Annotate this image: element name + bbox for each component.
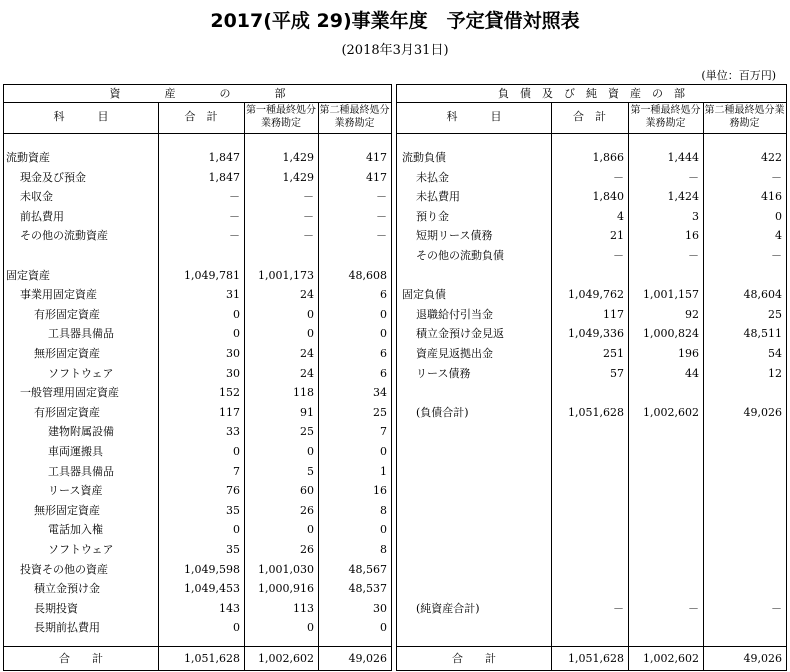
left-row-first: 0 xyxy=(307,445,314,458)
left-row-second: 0 xyxy=(380,445,387,458)
left-row-second: － xyxy=(376,209,387,223)
right-row-first: 1,000,824 xyxy=(643,327,699,341)
left-row-total: 1,847 xyxy=(208,151,240,164)
right-footer-first: 1,002,602 xyxy=(643,652,699,665)
right-column-divider xyxy=(703,102,704,670)
right-row-total: 251 xyxy=(603,347,624,360)
right-row-total: 4 xyxy=(617,209,624,223)
left-row-label: 建物附属設備 xyxy=(48,425,114,439)
left-row-total: － xyxy=(229,209,240,223)
left-row-total: 33 xyxy=(226,425,240,439)
left-row-total: 1,049,781 xyxy=(184,268,240,282)
right-row-first: － xyxy=(688,170,699,184)
left-row-label: 無形固定資産 xyxy=(34,503,100,517)
left-row-total: 30 xyxy=(226,366,240,380)
left-header-second-account: 第二種最終処分業務勘定 xyxy=(319,105,390,129)
left-row-total: 7 xyxy=(233,464,240,478)
left-row-second: 0 xyxy=(380,307,387,321)
left-row-second: 8 xyxy=(380,543,387,556)
left-row-second: 1 xyxy=(380,464,387,478)
left-row-second: 48,608 xyxy=(348,268,387,282)
left-footer-total: 1,051,628 xyxy=(184,652,240,665)
right-row-total: 1,866 xyxy=(592,151,624,164)
left-row-first: 0 xyxy=(307,327,314,341)
left-section-title: 資 産 の 部 xyxy=(109,87,286,100)
left-row-total: 35 xyxy=(226,543,240,556)
left-row-total: 143 xyxy=(219,601,240,615)
left-row-second: － xyxy=(376,190,387,204)
liabilities-net-assets-section xyxy=(396,84,787,671)
left-row-first: 24 xyxy=(300,347,314,360)
right-footer-total: 1,051,628 xyxy=(568,652,624,665)
left-row-total: 0 xyxy=(233,523,240,537)
right-row-first: 1,424 xyxy=(667,190,699,204)
left-row-first: 25 xyxy=(300,425,314,439)
right-row-total: － xyxy=(613,601,624,615)
right-row-second: － xyxy=(771,601,782,615)
left-footer-label: 合 計 xyxy=(59,652,103,665)
left-row-second: 25 xyxy=(373,405,387,419)
left-row-label: 一般管理用固定資産 xyxy=(20,386,119,400)
left-row-second: 48,567 xyxy=(348,562,387,576)
right-header-total: 合 計 xyxy=(573,110,606,123)
left-row-label: 長期前払費用 xyxy=(34,621,100,635)
left-row-label: 現金及び預金 xyxy=(20,170,86,184)
right-row-first: 196 xyxy=(678,347,699,360)
right-footer-divider xyxy=(397,646,786,647)
right-row-second: 49,026 xyxy=(743,405,782,419)
left-header-total: 合 計 xyxy=(184,110,218,123)
left-row-second: 8 xyxy=(380,503,387,517)
left-row-second: 6 xyxy=(380,288,387,302)
left-row-first: 1,001,173 xyxy=(258,268,314,282)
left-row-total: 31 xyxy=(226,288,240,302)
left-row-first: － xyxy=(303,229,314,243)
assets-section xyxy=(3,84,392,671)
right-row-label: 預り金 xyxy=(416,209,449,223)
left-row-label: 流動資産 xyxy=(6,151,50,164)
left-row-label: 有形固定資産 xyxy=(34,405,100,419)
right-row-second: 416 xyxy=(761,190,782,204)
right-row-total: 1,840 xyxy=(592,190,624,204)
left-row-first: 1,001,030 xyxy=(258,562,314,576)
right-header-first-account: 第一種最終処分業務勘定 xyxy=(630,105,701,129)
right-section-divider xyxy=(397,102,786,103)
left-row-label: 工具器具備品 xyxy=(48,464,114,478)
left-row-first: 26 xyxy=(300,543,314,556)
left-header-subject: 科 目 xyxy=(53,110,109,123)
right-row-label: 退職給付引当金 xyxy=(416,307,493,321)
left-row-first: 0 xyxy=(307,307,314,321)
left-row-label: 車両運搬具 xyxy=(48,445,103,458)
left-row-total: 1,049,598 xyxy=(184,562,240,576)
left-row-first: 5 xyxy=(307,464,314,478)
right-row-label: 資産見返拠出金 xyxy=(416,347,493,360)
right-row-total: 21 xyxy=(610,229,624,243)
left-footer-first: 1,002,602 xyxy=(258,652,314,665)
left-row-total: 30 xyxy=(226,347,240,360)
right-row-first: 44 xyxy=(685,366,699,380)
right-row-total: － xyxy=(613,170,624,184)
right-row-first: 92 xyxy=(685,307,699,321)
left-row-second: 34 xyxy=(373,386,387,400)
left-row-total: 76 xyxy=(226,484,240,498)
left-row-second: 417 xyxy=(366,170,387,184)
right-column-divider xyxy=(551,102,552,670)
right-row-label: (負債合計) xyxy=(416,405,469,419)
right-row-second: 25 xyxy=(768,307,782,321)
left-row-first: 24 xyxy=(300,288,314,302)
right-row-first: 1,444 xyxy=(667,151,699,164)
right-row-total: 1,051,628 xyxy=(568,405,624,419)
left-row-first: 1,000,916 xyxy=(258,582,314,596)
left-row-second: 0 xyxy=(380,523,387,537)
left-row-total: 117 xyxy=(219,405,240,419)
left-row-label: 無形固定資産 xyxy=(34,347,100,360)
right-row-label: リース債務 xyxy=(416,366,471,380)
left-row-label: 事業用固定資産 xyxy=(20,288,97,302)
left-row-second: 417 xyxy=(366,151,387,164)
left-row-total: 35 xyxy=(226,503,240,517)
left-row-first: 60 xyxy=(300,484,314,498)
right-row-second: － xyxy=(771,249,782,262)
right-row-label: 積立金預け金見返 xyxy=(416,327,504,341)
right-row-total: 1,049,762 xyxy=(568,288,624,302)
left-row-first: 118 xyxy=(293,386,314,400)
left-header-first-account: 第一種最終処分業務勘定 xyxy=(246,105,316,129)
left-row-label: 積立金預け金 xyxy=(34,582,100,596)
left-row-label: 電話加入権 xyxy=(48,523,103,537)
left-row-label: 固定資産 xyxy=(6,268,50,282)
left-row-second: 7 xyxy=(380,425,387,439)
right-row-total: － xyxy=(613,249,624,262)
left-row-label: 有形固定資産 xyxy=(34,307,100,321)
right-header-subject: 科 目 xyxy=(446,110,502,123)
left-row-first: 1,429 xyxy=(282,151,314,164)
right-row-first: 3 xyxy=(692,209,699,223)
right-row-label: 未払費用 xyxy=(416,190,460,204)
right-row-label: (純資産合計) xyxy=(416,601,480,615)
left-row-second: － xyxy=(376,229,387,243)
left-row-second: 30 xyxy=(373,601,387,615)
left-row-total: 152 xyxy=(219,386,240,400)
left-row-second: 6 xyxy=(380,347,387,360)
left-row-first: 24 xyxy=(300,366,314,380)
left-row-second: 6 xyxy=(380,366,387,380)
left-row-first: 113 xyxy=(293,601,314,615)
left-row-second: 0 xyxy=(380,327,387,341)
right-row-first: 16 xyxy=(685,229,699,243)
right-row-label: 短期リース債務 xyxy=(416,229,493,243)
left-row-label: ソフトウェア xyxy=(48,543,114,556)
left-footer-divider xyxy=(4,646,391,647)
left-row-first: － xyxy=(303,209,314,223)
left-row-total: 0 xyxy=(233,445,240,458)
left-row-label: 未収金 xyxy=(20,190,53,204)
right-header-divider xyxy=(397,133,786,134)
left-row-first: 1,429 xyxy=(282,170,314,184)
right-row-second: 0 xyxy=(775,209,782,223)
left-section-divider xyxy=(4,102,391,103)
left-row-first: 0 xyxy=(307,523,314,537)
right-row-first: － xyxy=(688,249,699,262)
left-row-second: 16 xyxy=(373,484,387,498)
left-row-second: 48,537 xyxy=(348,582,387,596)
right-row-second: 48,511 xyxy=(743,327,782,341)
left-row-total: 0 xyxy=(233,621,240,635)
left-row-label: 投資その他の資産 xyxy=(20,562,108,576)
left-row-label: ソフトウェア xyxy=(48,366,114,380)
left-row-label: その他の流動資産 xyxy=(20,229,108,243)
right-row-second: 54 xyxy=(768,347,782,360)
right-row-label: 流動負債 xyxy=(402,151,446,164)
left-row-total: 0 xyxy=(233,307,240,321)
right-row-total: 117 xyxy=(603,307,624,321)
left-row-first: 26 xyxy=(300,503,314,517)
right-footer-second: 49,026 xyxy=(743,652,782,665)
right-column-divider xyxy=(628,102,629,670)
right-header-second-account: 第二種最終処分業務勘定 xyxy=(704,105,785,129)
right-row-label: その他の流動負債 xyxy=(416,249,504,262)
right-row-label: 未払金 xyxy=(416,170,449,184)
document-date: (2018年3月31日) xyxy=(341,43,449,58)
right-row-label: 固定負債 xyxy=(402,288,446,302)
left-header-divider xyxy=(4,133,391,134)
left-row-first: 0 xyxy=(307,621,314,635)
right-footer-label: 合 計 xyxy=(452,652,496,665)
left-row-label: 工具器具備品 xyxy=(48,327,114,341)
right-row-second: 4 xyxy=(775,229,782,243)
document-title: 2017(平成 29)事業年度 予定貸借対照表 xyxy=(210,10,580,32)
left-row-total: 1,847 xyxy=(208,170,240,184)
left-footer-second: 49,026 xyxy=(348,652,387,665)
left-row-label: リース資産 xyxy=(48,484,103,498)
right-row-first: 1,002,602 xyxy=(643,405,699,419)
right-section-title: 負 債 及 び 純 資 産 の 部 xyxy=(498,87,685,100)
unit-label: (単位：百万円) xyxy=(701,69,776,82)
left-row-label: 長期投資 xyxy=(34,601,78,615)
right-row-second: 422 xyxy=(761,151,782,164)
left-row-total: － xyxy=(229,229,240,243)
right-row-second: － xyxy=(771,170,782,184)
left-row-label: 前払費用 xyxy=(20,209,64,223)
right-row-second: 12 xyxy=(768,366,782,380)
left-row-total: － xyxy=(229,190,240,204)
right-row-total: 57 xyxy=(610,366,624,380)
left-row-total: 0 xyxy=(233,327,240,341)
left-row-first: 91 xyxy=(300,405,314,419)
right-row-first: 1,001,157 xyxy=(643,288,699,302)
left-row-second: 0 xyxy=(380,621,387,635)
left-row-total: 1,049,453 xyxy=(184,582,240,596)
left-row-first: － xyxy=(303,190,314,204)
right-row-second: 48,604 xyxy=(743,288,782,302)
right-row-first: － xyxy=(688,601,699,615)
right-row-total: 1,049,336 xyxy=(568,327,624,341)
